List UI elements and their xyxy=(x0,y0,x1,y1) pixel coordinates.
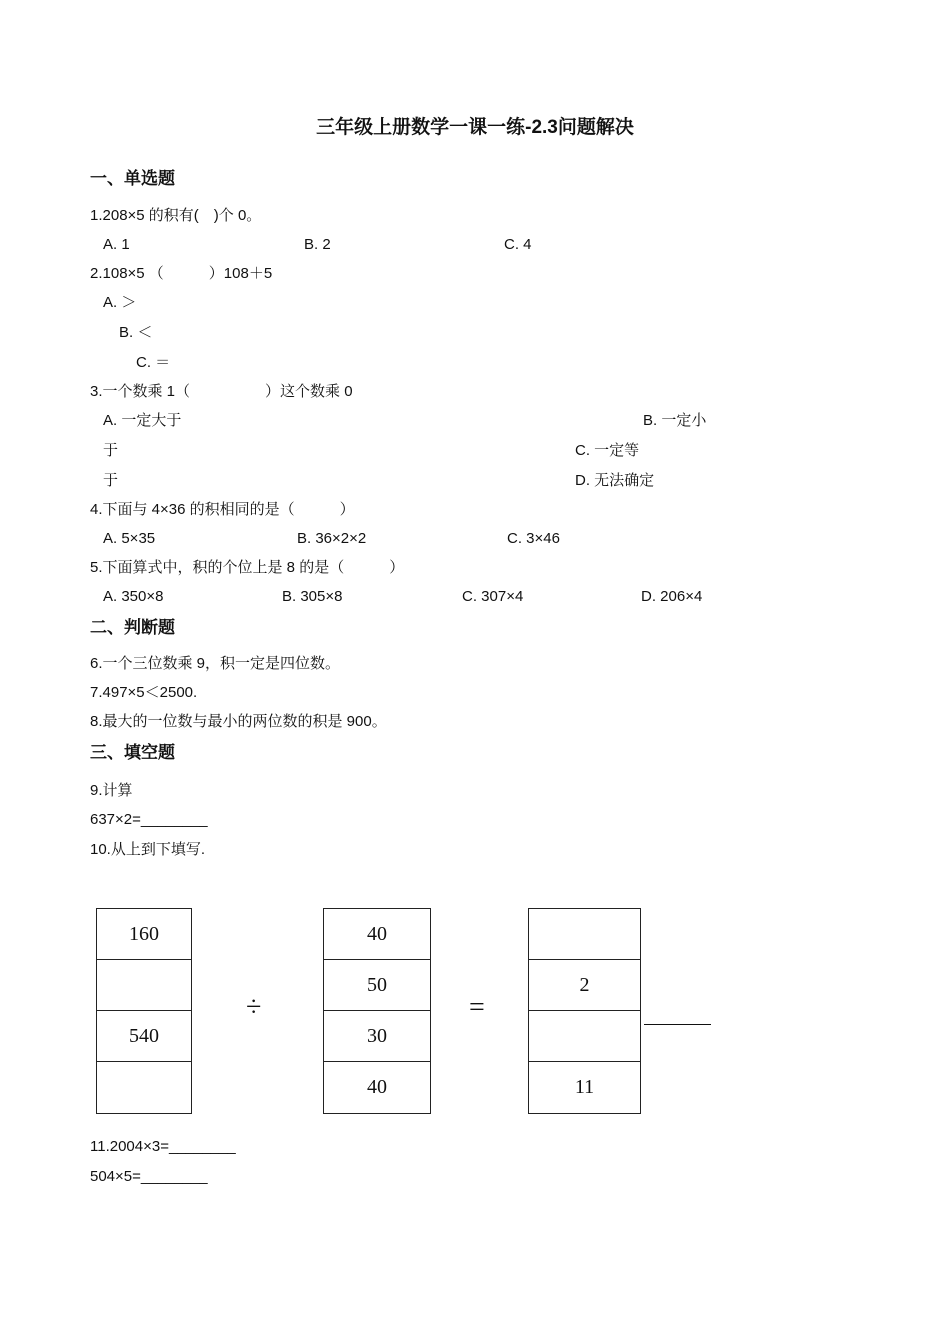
question-1-stem: 1.208×5 的积有( )个 0。 xyxy=(90,207,262,224)
question-2-option-a[interactable]: A. ＞ xyxy=(103,294,137,311)
question-3-option-a[interactable]: A. 一定大于 xyxy=(103,412,182,429)
quotient-cell xyxy=(529,1011,640,1062)
divisor-cell: 50 xyxy=(324,960,430,1011)
question-4-option-c[interactable]: C. 3×46 xyxy=(507,530,560,547)
question-2-stem: 2.108×5 （ ）108＋5 xyxy=(90,265,273,282)
question-2-option-b[interactable]: B. ＜ xyxy=(119,324,153,341)
section-heading-single-choice: 一、单选题 xyxy=(90,169,175,188)
quotient-cell: 2 xyxy=(529,960,640,1011)
question-1-option-b[interactable]: B. 2 xyxy=(304,236,331,253)
question-4-option-a[interactable]: A. 5×35 xyxy=(103,530,156,547)
question-6: 6.一个三位数乘 9，积一定是四位数。 xyxy=(90,655,341,672)
question-3-option-c-wrap: 于 xyxy=(103,472,119,489)
question-9-line: 637×2=________ xyxy=(90,811,208,828)
question-11-line-2: 504×5=________ xyxy=(90,1168,208,1185)
dividend-cell: 540 xyxy=(97,1011,191,1062)
divisor-cell: 30 xyxy=(324,1011,430,1062)
divisor-cell: 40 xyxy=(324,909,430,960)
equals-sign: = xyxy=(469,992,485,1023)
answer-blank-line xyxy=(644,1024,711,1025)
question-5-option-b[interactable]: B. 305×8 xyxy=(282,588,343,605)
question-10-stem: 10.从上到下填写. xyxy=(90,841,206,858)
section-heading-true-false: 二、判断题 xyxy=(90,618,175,637)
divisor-column xyxy=(323,908,431,1114)
dividend-column xyxy=(96,908,192,1114)
question-5-stem: 5.下面算式中，积的个位上是 8 的是（ ） xyxy=(90,559,405,576)
question-1-option-a[interactable]: A. 1 xyxy=(103,236,130,253)
question-5-option-d[interactable]: D. 206×4 xyxy=(641,588,703,605)
question-3-option-b[interactable]: B. 一定小 xyxy=(643,412,707,429)
dividend-cell xyxy=(97,960,191,1011)
question-7: 7.497×5＜2500. xyxy=(90,684,198,701)
question-4-stem: 4.下面与 4×36 的积相同的是（ ） xyxy=(90,501,355,518)
question-5-option-c[interactable]: C. 307×4 xyxy=(462,588,524,605)
quotient-column xyxy=(528,908,641,1114)
question-4-option-b[interactable]: B. 36×2×2 xyxy=(297,530,367,547)
question-2-option-c[interactable]: C. ＝ xyxy=(136,354,171,371)
question-1-option-c[interactable]: C. 4 xyxy=(504,236,532,253)
question-3-option-c[interactable]: C. 一定等 xyxy=(575,442,640,459)
page-title: 三年级上册数学一课一练-2.3问题解决 xyxy=(316,117,634,138)
dividend-cell: 160 xyxy=(97,909,191,960)
question-3-option-d[interactable]: D. 无法确定 xyxy=(575,472,655,489)
quotient-cell: 11 xyxy=(574,1076,595,1098)
dividend-cell xyxy=(97,1062,191,1113)
divisor-cell: 40 xyxy=(367,1076,387,1098)
quotient-cell xyxy=(529,909,640,960)
question-11-line-1: 11.2004×3=________ xyxy=(90,1138,236,1155)
question-8: 8.最大的一位数与最小的两位数的积是 900。 xyxy=(90,713,387,730)
question-3-stem: 3.一个数乘 1（ ）这个数乘 0 xyxy=(90,383,353,400)
question-5-option-a[interactable]: A. 350×8 xyxy=(103,588,164,605)
divide-sign: ÷ xyxy=(246,992,262,1023)
question-3-option-b-wrap: 于 xyxy=(103,442,119,459)
question-9-stem: 9.计算 xyxy=(90,782,133,799)
section-heading-fill-blank: 三、填空题 xyxy=(90,743,175,762)
